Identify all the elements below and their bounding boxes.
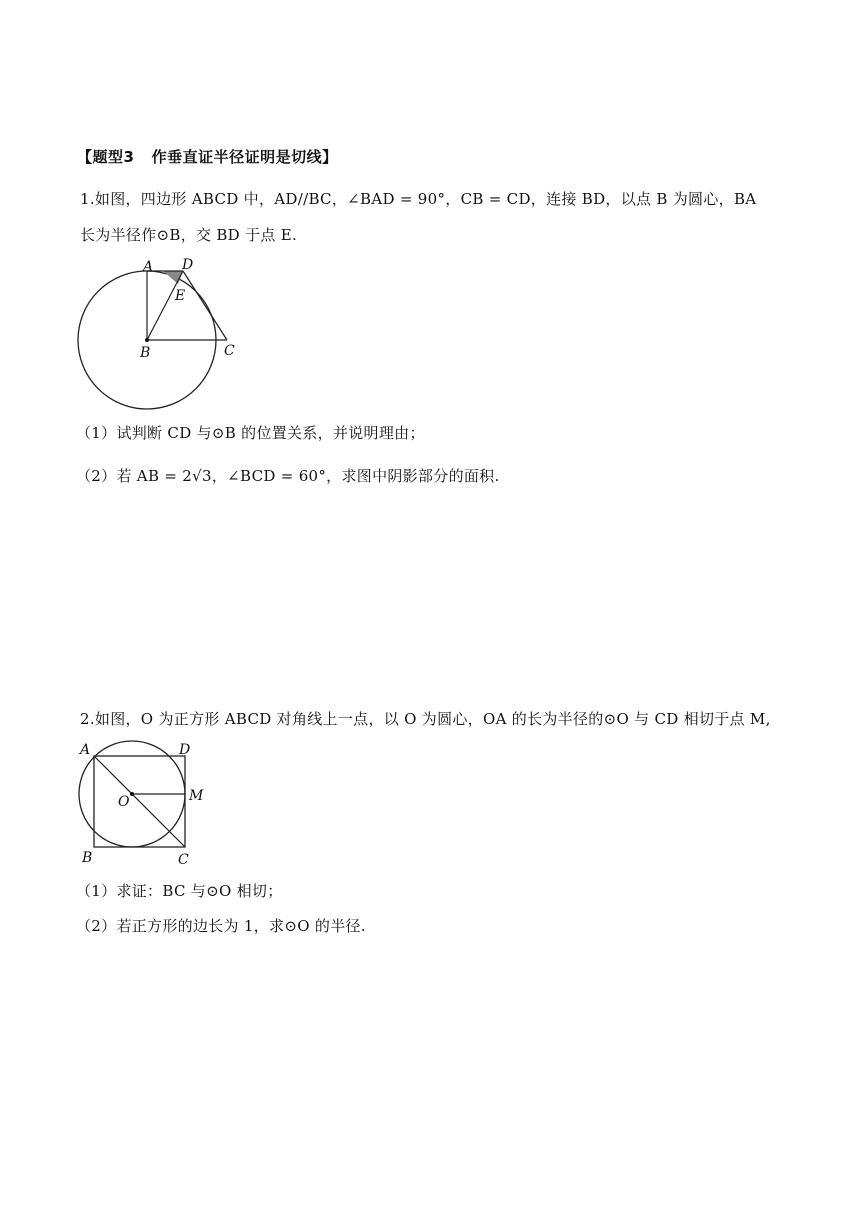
label-o: O: [118, 794, 130, 810]
label-b: B: [140, 345, 151, 361]
diagonal-ac: [94, 756, 185, 847]
segment-bd: [147, 271, 186, 340]
section-title: 【题型3 作垂直证半径证明是切线】: [77, 148, 338, 166]
problem1-question2: （2）若 AB = 2√3，∠BCD = 60°，求图中阴影部分的面积.: [76, 467, 500, 485]
problem2-statement-line1: 2.如图，O 为正方形 ABCD 对角线上一点，以 O 为圆心，OA 的长为半径的⊙O 与 CD 相切于点 M,: [80, 710, 771, 728]
label-d: D: [179, 742, 191, 758]
problem1-question1: （1）试判断 CD 与⊙B 的位置关系，并说明理由；: [76, 424, 425, 442]
label-d: D: [182, 257, 194, 273]
segment-dc: [183, 271, 227, 340]
label-a: A: [143, 259, 154, 275]
label-c: C: [178, 852, 189, 868]
problem2-question1: （1）求证：BC 与⊙O 相切；: [76, 882, 283, 900]
problem2-figure: [74, 738, 214, 870]
label-a: A: [80, 742, 91, 758]
label-m: M: [189, 788, 204, 804]
problem1-statement-line1: 1.如图，四边形 ABCD 中，AD//BC，∠BAD = 90°，CB = CD，连接 BD，以点 B 为圆心，BA: [80, 190, 757, 208]
label-c: C: [224, 343, 235, 359]
problem1-figure: [74, 254, 244, 414]
label-b: B: [82, 850, 93, 866]
center-o-dot: [130, 792, 134, 796]
label-e: E: [175, 288, 186, 304]
center-b-dot: [145, 338, 149, 342]
problem1-statement-line2: 长为半径作⊙B，交 BD 于点 E.: [80, 226, 298, 244]
problem2-question2: （2）若正方形的边长为 1，求⊙O 的半径.: [76, 917, 366, 935]
